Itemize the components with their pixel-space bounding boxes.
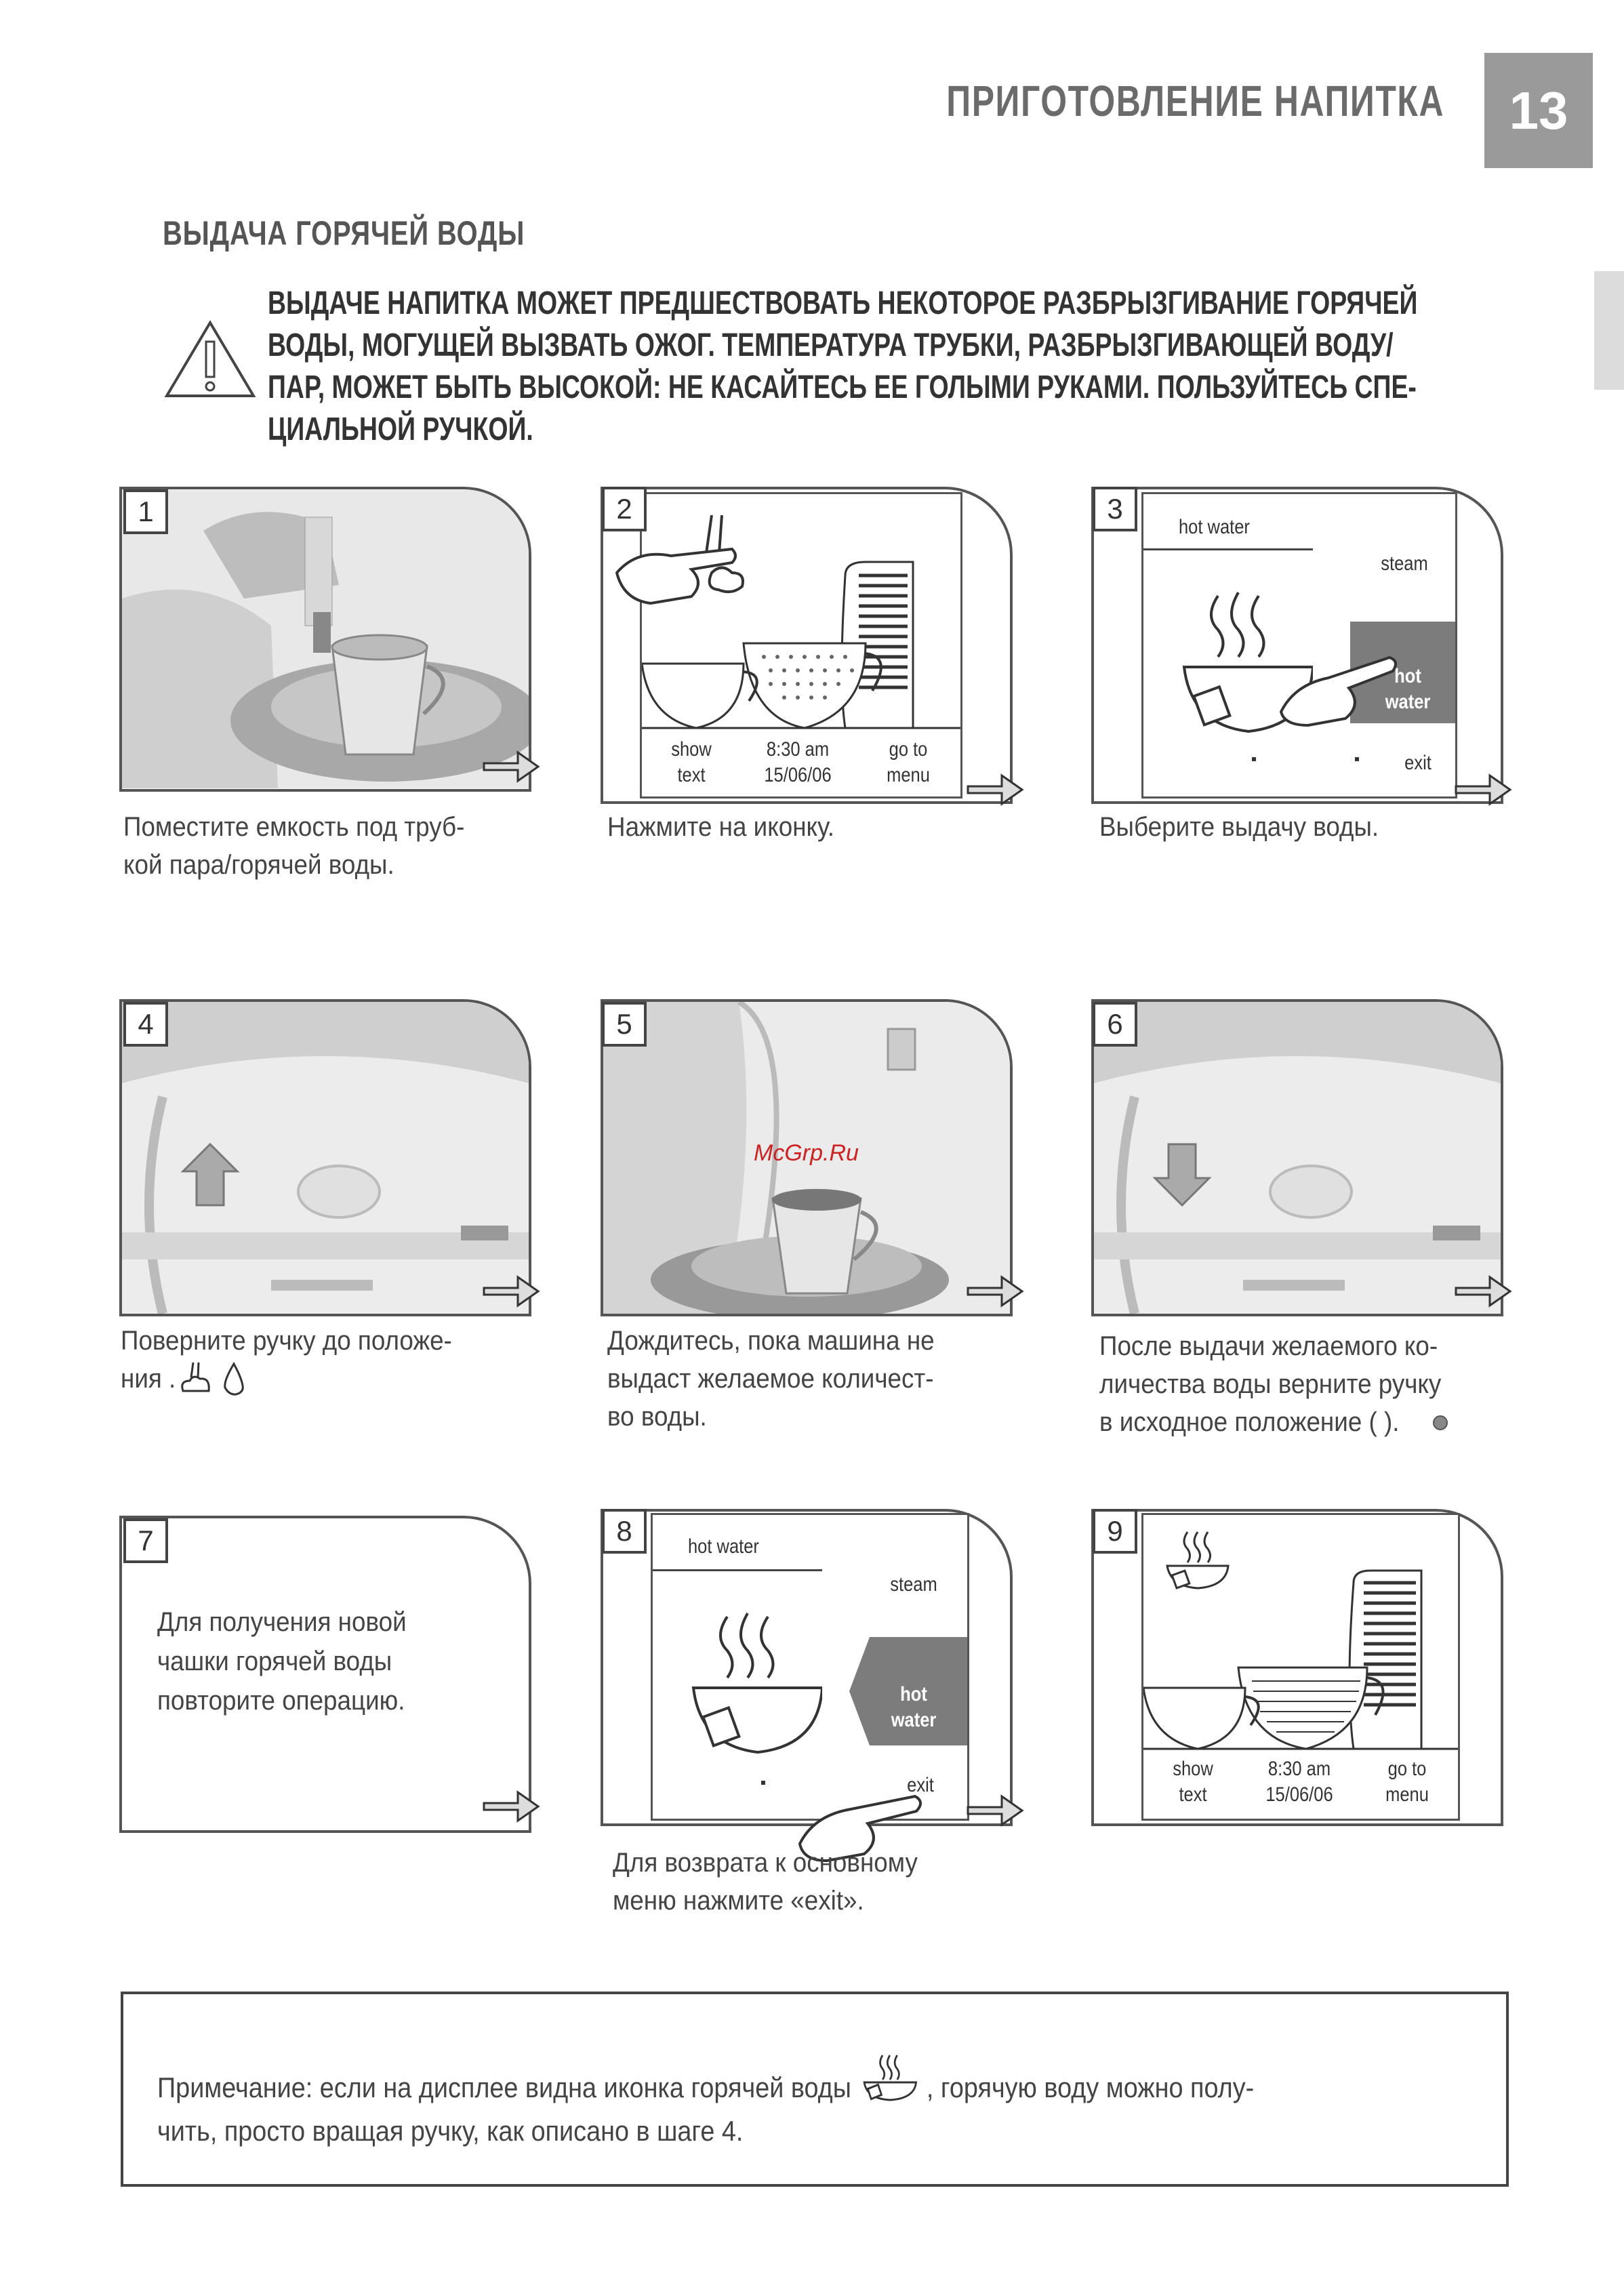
coffee-machine-steam-wand-image xyxy=(122,489,529,789)
note-line-1-end: , горячую воду можно полу- xyxy=(926,2072,1255,2103)
warning-line-2: ВОДЫ, МОГУЩЕЙ ВЫЗВАТЬ ОЖОГ. ТЕМПЕРАТУРА ТРУБКИ, РАЗБРЫЗГИВАЮЩЕЙ ВОДУ/ xyxy=(268,327,1394,363)
hot-water-cup-icon xyxy=(687,1610,822,1759)
dot-marker xyxy=(1252,757,1256,761)
text-line: Для получения новой xyxy=(157,1607,407,1637)
title-underline xyxy=(1143,548,1313,550)
caption-line: Выберите выдачу воды. xyxy=(1099,812,1379,842)
next-arrow-icon xyxy=(1455,1274,1512,1308)
hot-water-position-icon xyxy=(176,1357,258,1398)
text-line: повторите операцию. xyxy=(157,1686,405,1716)
show-text-option[interactable] xyxy=(654,737,729,788)
caption-line: Дождитесь, пока машина не xyxy=(607,1326,935,1356)
step-number-1: 1 xyxy=(123,489,168,534)
show-text-line: show xyxy=(671,738,712,761)
hand-pointing-icon xyxy=(1274,651,1410,732)
page-number: 13 xyxy=(1484,53,1593,168)
next-arrow-icon xyxy=(483,1274,540,1308)
go-to-menu-option[interactable] xyxy=(1370,1756,1445,1808)
note-text xyxy=(157,2054,1365,2153)
step-6-photo xyxy=(1091,999,1503,1316)
note-line-1-start: Примечание: если на дисплее видна иконка горячей воды xyxy=(157,2072,851,2103)
step-6-caption xyxy=(1099,1327,1548,1441)
step-1-caption xyxy=(123,808,523,884)
warning-line-1: ВЫДАЧЕ НАПИТКА МОЖЕТ ПРЕДШЕСТВОВАТЬ НЕКОТОРОЕ РАЗБРЫЗГИВАНИЕ ГОРЯЧЕЙ xyxy=(268,285,1418,321)
clock-display xyxy=(752,737,844,788)
button-line: water xyxy=(1385,691,1431,713)
knob-turn-image xyxy=(122,1002,529,1314)
step-7-text xyxy=(157,1602,494,1720)
warning-line-4: ЦИАЛЬНОЙ РУЧКОЙ. xyxy=(268,411,533,447)
caption-line: После выдачи желаемого ко- xyxy=(1099,1331,1438,1361)
go-to-menu-option[interactable] xyxy=(871,737,946,788)
dot-marker xyxy=(1355,757,1359,761)
water-display-screen xyxy=(1141,492,1457,799)
time-value: 8:30 am xyxy=(1267,1758,1331,1780)
menu-line: go to xyxy=(1387,1758,1427,1780)
show-text-line: show xyxy=(1173,1758,1213,1780)
note-line-2: чить, просто вращая ручку, как описано в шаге 4. xyxy=(157,2115,744,2147)
next-arrow-icon xyxy=(483,1790,540,1823)
main-display-screen xyxy=(1141,1513,1460,1821)
exit-option[interactable]: exit xyxy=(907,1774,934,1796)
step-4-photo xyxy=(119,999,531,1316)
time-value: 8:30 am xyxy=(766,738,830,761)
steam-option[interactable]: steam xyxy=(890,1573,937,1596)
hot-water-button-label xyxy=(882,1682,946,1733)
next-arrow-icon xyxy=(967,1794,1024,1827)
off-position-icon xyxy=(1430,1413,1450,1433)
water-display-screen xyxy=(651,1513,969,1821)
title-underline xyxy=(653,1569,822,1571)
caption-line: выдаст желаемое количест- xyxy=(607,1364,934,1394)
hot-water-icon xyxy=(858,2054,919,2101)
step-2-caption xyxy=(607,808,1007,846)
warning-triangle-icon xyxy=(163,319,258,400)
caption-line: меню нажмите «exit». xyxy=(613,1886,864,1916)
menu-line: menu xyxy=(887,764,930,786)
caption-line: ния . xyxy=(121,1364,176,1394)
step-number-3: 3 xyxy=(1093,487,1137,531)
caption-line: Поверните ручку до положе- xyxy=(121,1326,452,1356)
next-arrow-icon xyxy=(483,750,540,784)
button-line: water xyxy=(891,1709,937,1731)
step-number-9: 9 xyxy=(1093,1509,1137,1554)
knob-return-image xyxy=(1094,1002,1501,1314)
caption-line: кой пара/горячей воды. xyxy=(123,850,394,880)
step-8-caption xyxy=(613,1844,1012,1920)
dot-marker xyxy=(761,1781,765,1785)
button-line: hot xyxy=(900,1683,927,1705)
step-1-photo xyxy=(119,487,531,792)
next-arrow-icon xyxy=(1455,773,1512,807)
button-line: hot xyxy=(1394,665,1421,687)
warning-line-3: ПАР, МОЖЕТ БЫТЬ ВЫСОКОЙ: НЕ КАСАЙТЕСЬ ЕЕ ГОЛЫМИ РУКАМИ. ПОЛЬЗУЙТЕСЬ СПЕ- xyxy=(268,369,1417,405)
watermark-text: McGrp.Ru xyxy=(754,1140,859,1166)
hot-water-title: hot water xyxy=(1179,516,1250,538)
date-value: 15/06/06 xyxy=(764,764,832,786)
caption-line: в исходное положение ( ). xyxy=(1099,1407,1400,1437)
step-number-6: 6 xyxy=(1093,1002,1137,1047)
show-text-option[interactable] xyxy=(1156,1756,1231,1808)
caption-line: Нажмите на иконку. xyxy=(607,812,834,842)
menu-line: go to xyxy=(889,738,928,761)
caption-line: Для возврата к основному xyxy=(613,1848,918,1878)
text-line: чашки горячей воды xyxy=(157,1646,392,1676)
page-header-title: ПРИГОТОВЛЕНИЕ НАПИТКА xyxy=(946,77,1444,125)
note-line-1 xyxy=(157,2054,1365,2109)
steam-option[interactable]: steam xyxy=(1381,552,1428,575)
next-arrow-icon xyxy=(967,1274,1024,1308)
hot-water-title: hot water xyxy=(688,1535,759,1558)
date-value: 15/06/06 xyxy=(1265,1783,1333,1806)
section-title: ВЫДАЧА ГОРЯЧЕЙ ВОДЫ xyxy=(163,214,525,252)
next-arrow-icon xyxy=(967,773,1024,807)
show-text-line: text xyxy=(1179,1783,1207,1806)
show-text-line: text xyxy=(677,764,706,786)
clock-display xyxy=(1253,1756,1345,1808)
step-number-4: 4 xyxy=(123,1002,168,1047)
menu-line: menu xyxy=(1385,1783,1429,1806)
step-number-7: 7 xyxy=(123,1518,168,1563)
step-number-8: 8 xyxy=(602,1509,647,1554)
step-5-caption xyxy=(607,1322,1007,1436)
side-tab xyxy=(1594,271,1624,390)
step-number-2: 2 xyxy=(602,487,647,531)
caption-line: Поместите емкость под труб- xyxy=(123,812,465,842)
caption-line: личества воды верните ручку xyxy=(1099,1369,1442,1399)
step-3-caption xyxy=(1099,808,1499,846)
caption-line: во воды. xyxy=(607,1402,707,1432)
exit-option[interactable]: exit xyxy=(1404,752,1432,774)
step-number-5: 5 xyxy=(602,1002,647,1047)
